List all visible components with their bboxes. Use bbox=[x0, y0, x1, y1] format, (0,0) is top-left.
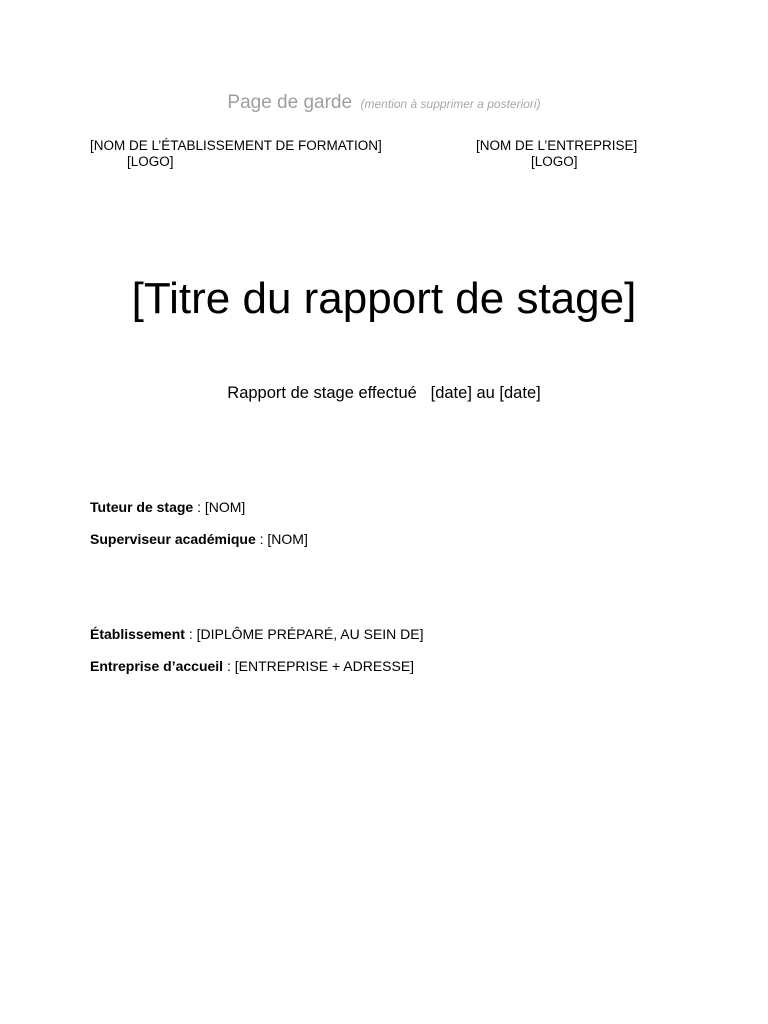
company-value: : [ENTREPRISE + ADRESSE] bbox=[223, 658, 415, 674]
report-subtitle: Rapport de stage effectué [date] au [date] bbox=[227, 384, 541, 402]
supervisor-value: : [NOM] bbox=[255, 531, 308, 547]
company-name: [NOM DE L’ENTREPRISE] bbox=[476, 138, 638, 153]
school-line bbox=[90, 626, 424, 642]
cover-page-header bbox=[0, 92, 768, 114]
cover-page-title: Page de garde bbox=[227, 92, 353, 113]
report-title: [Titre du rapport de stage] bbox=[131, 274, 637, 323]
supervisor-label: Superviseur académique bbox=[90, 531, 256, 547]
company-label: Entreprise d’accueil bbox=[90, 658, 224, 674]
company-line bbox=[90, 658, 414, 674]
supervisor-line bbox=[90, 531, 308, 547]
school-name: [NOM DE L’ÉTABLISSEMENT DE FORMATION] bbox=[90, 138, 382, 153]
school-value: : [DIPLÔME PRÉPARÉ, AU SEIN DE] bbox=[184, 626, 424, 642]
tutor-line bbox=[90, 499, 245, 515]
school-label: Établissement bbox=[90, 626, 185, 642]
tutor-value: : [NOM] bbox=[193, 499, 246, 515]
tutor-label: Tuteur de stage bbox=[90, 499, 194, 515]
school-logo-placeholder: [LOGO] bbox=[127, 154, 174, 169]
company-logo-placeholder: [LOGO] bbox=[531, 154, 578, 169]
cover-page-note: (mention à supprimer a posteriori) bbox=[360, 97, 541, 111]
